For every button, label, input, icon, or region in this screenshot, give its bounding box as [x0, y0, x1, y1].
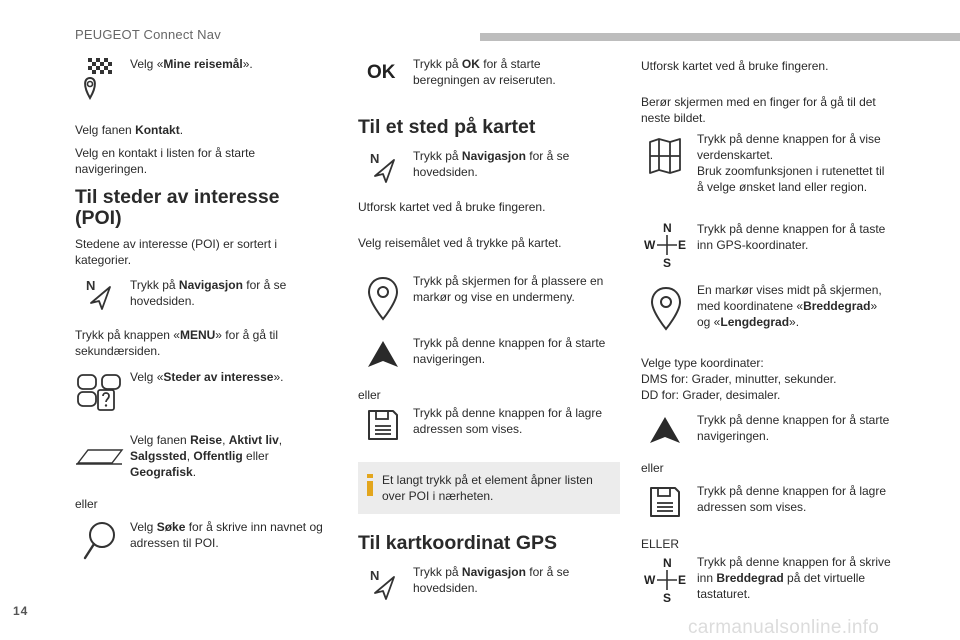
instruction-velg-fanen-kategorier: Velg fanen Reise, Aktivt liv, Salgssted, Offentlig eller Geografisk. — [130, 433, 283, 479]
instruction-plassere-markor: Trykk på skjermen for å plassere en markør og vise en undermeny. — [413, 274, 604, 304]
start-navigation-icon — [648, 415, 682, 445]
instruction-navigasjon: Trykk på Navigasjon for å se hovedsiden. — [413, 149, 570, 179]
compass-n: N — [663, 221, 672, 235]
instruction-lagre-adresse: Trykk på denne knappen for å lagre adressen som vises. — [413, 406, 603, 436]
instruction-lagre-adresse: Trykk på denne knappen for å lagre adressen som vises. — [697, 484, 887, 514]
poi-description: Stedene av interesse (POI) er sortert i kategorier. — [75, 237, 278, 267]
compass-n: N — [663, 556, 672, 570]
coordinate-types: Velge type koordinater: DMS for: Grader, minutter, sekunder. DD for: Grader, desimaler. — [641, 356, 837, 402]
instruction-ok: Trykk på OK for å starte beregningen av reiseruten. — [413, 57, 556, 87]
info-note-box — [358, 462, 620, 514]
ok-button-icon — [367, 60, 401, 84]
text-eller-3: eller — [641, 461, 664, 475]
gps-compass-icon — [644, 221, 688, 269]
info-icon — [367, 474, 372, 494]
instruction-markor-koordinater: En markør vises midt på skjermen, med koordinatene «Breddegrad» og «Lengdegrad». — [697, 283, 882, 329]
instruction-navigasjon: Trykk på Navigasjon for å se hovedsiden. — [130, 278, 287, 308]
navigation-arrow-icon — [368, 567, 398, 601]
checkered-flag-destination-icon — [82, 56, 116, 102]
nav-letter: N — [370, 151, 380, 166]
compass-w: W — [644, 238, 656, 252]
instruction-beror-skjermen: Berør skjermen med en finger for å gå til det neste bildet. — [641, 95, 876, 125]
text-eller-1: eller — [75, 497, 98, 511]
compass-s: S — [663, 591, 672, 604]
instruction-gps-koordinater: Trykk på denne knappen for å taste inn GPS-koordinater. — [697, 222, 886, 252]
instruction-soke: Velg Søke for å skrive inn navnet og adressen til POI. — [130, 520, 323, 550]
compass-e: E — [678, 238, 687, 252]
nav-letter: N — [370, 568, 380, 583]
instruction-utforsk-kartet: Utforsk kartet ved å bruke fingeren. — [641, 59, 829, 73]
instruction-starte-navigering: Trykk på denne knappen for å starte navigeringen. — [413, 336, 606, 366]
heading-til-kartkoordinat-gps: Til kartkoordinat GPS — [358, 532, 558, 554]
text-eller-caps: ELLER — [641, 537, 680, 551]
save-floppy-icon — [366, 408, 400, 442]
instruction-velg-reisemal: Velg reisemålet ved å trykke på kartet. — [358, 236, 562, 250]
navigation-arrow-icon — [368, 150, 398, 184]
compass-s: S — [663, 256, 672, 269]
nav-letter: N — [86, 278, 96, 293]
instruction-menu: Trykk på knappen «MENU» for å gå til sekundærsiden. — [75, 328, 278, 358]
compass-e: E — [678, 573, 687, 587]
header-title: PEUGEOT Connect Nav — [75, 27, 221, 42]
world-map-icon — [648, 136, 682, 174]
compass-w: W — [644, 573, 656, 587]
instruction-utforsk-kartet: Utforsk kartet ved å bruke fingeren. — [358, 200, 546, 214]
instruction-starte-navigering: Trykk på denne knappen for å starte navigeringen. — [697, 413, 890, 443]
gps-compass-icon — [644, 556, 688, 604]
save-floppy-icon — [648, 485, 682, 519]
map-pin-icon — [367, 276, 399, 322]
poi-categories-icon — [76, 372, 124, 414]
text-eller-2: eller — [358, 388, 381, 402]
instruction-steder-av-interesse: Velg «Steder av interesse». — [130, 370, 284, 384]
map-pin-icon — [650, 286, 682, 332]
tab-selector-icon — [76, 447, 124, 467]
ok-label: OK — [367, 62, 396, 83]
header-bar — [480, 33, 960, 41]
instruction-breddegrad-tastatur: Trykk på denne knappen for å skrive inn Breddegrad på det virtuelle tastaturet. — [697, 555, 891, 601]
instruction-navigasjon-2: Trykk på Navigasjon for å se hovedsiden. — [413, 565, 570, 595]
start-navigation-icon — [366, 339, 400, 369]
page-number: 14 — [13, 604, 29, 618]
instruction-mine-reisemal: Velg «Mine reisemål». — [130, 57, 253, 71]
instruction-verdenskartet: Trykk på denne knappen for å vise verdenskartet. Bruk zoomfunksjonen i rutenettet til å velge ønsket land eller region. — [697, 132, 885, 194]
info-note-text: Et langt trykk på et element åpner listen over POI i nærheten. — [382, 473, 593, 503]
heading-til-et-sted-pa-kartet: Til et sted på kartet — [358, 116, 536, 138]
navigation-arrow-icon — [84, 277, 114, 311]
instruction-kontakt: Velg fanen Kontakt. — [75, 123, 184, 137]
heading-poi: Til steder av interesse (POI) — [75, 186, 280, 229]
watermark: carmanualsonline.info — [688, 617, 880, 638]
search-magnifier-icon — [82, 520, 118, 562]
instruction-velg-kontakt: Velg en kontakt i listen for å starte navigeringen. — [75, 146, 256, 176]
